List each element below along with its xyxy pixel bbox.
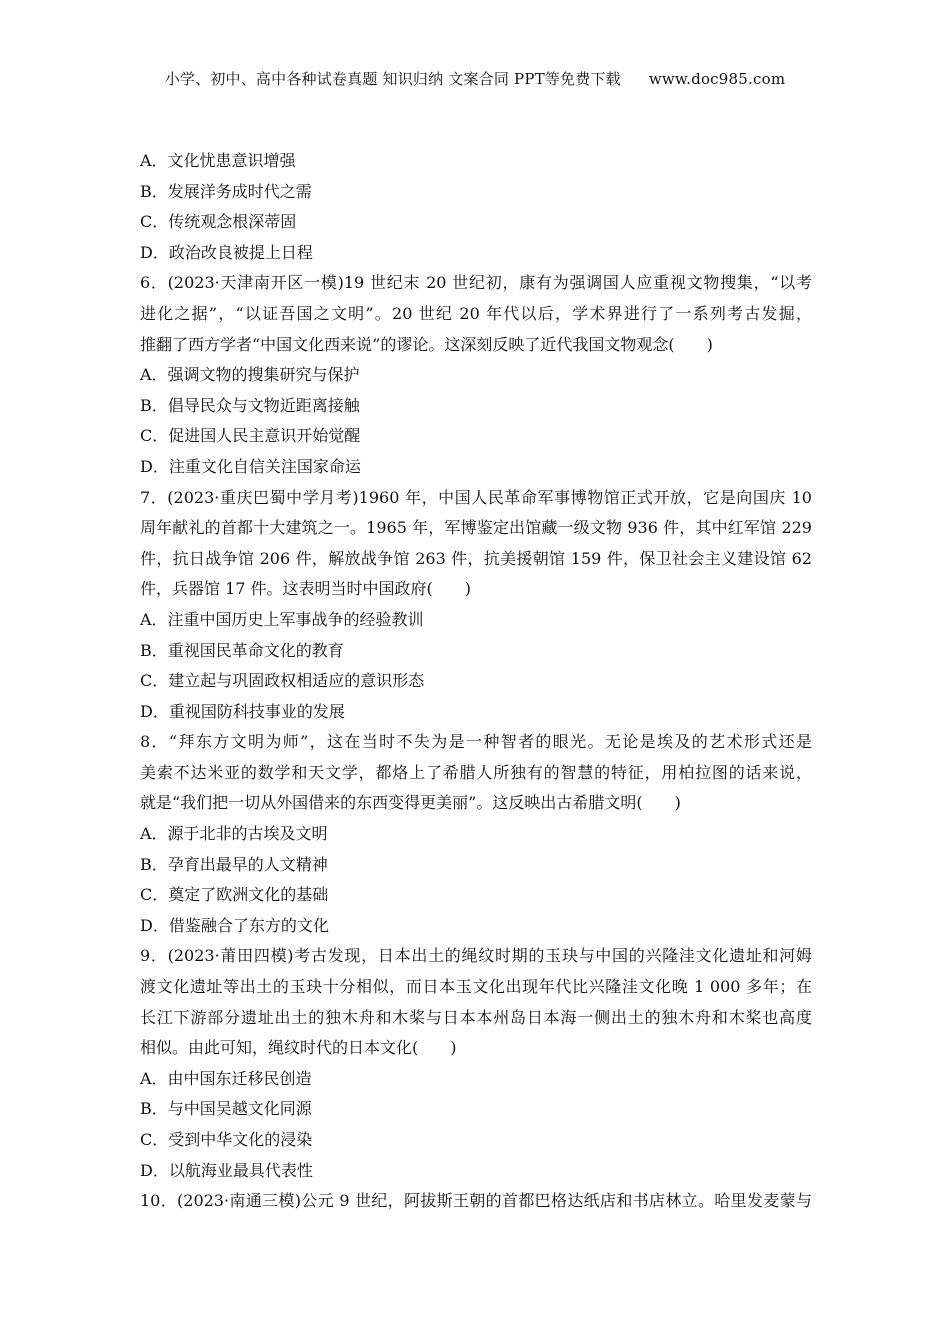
option-6b: B．倡导民众与文物近距离接触 xyxy=(140,395,360,415)
question-6-stem-line: 进化之据”，“以证吾国之文明”。20 世纪 20 年代以后，学术界进行了一系列考古发掘， xyxy=(140,303,812,323)
question-9-stem-line: 相似。由此可知，绳纹时代的日本文化( ) xyxy=(140,1038,457,1058)
question-6-stem-line: 推翻了西方学者“中国文化西来说”的谬论。这深刻反映了近代我国文物观念( ) xyxy=(140,334,713,354)
option-9a: A．由中国东迁移民创造 xyxy=(140,1068,312,1088)
question-7-stem-line: 周年献礼的首都十大建筑之一。1965 年，军博鉴定出馆藏一级文物 936 件，其中红军馆 229 xyxy=(140,518,812,538)
option-9b: B．与中国吴越文化同源 xyxy=(140,1099,312,1119)
question-7 xyxy=(140,483,812,728)
question-6 xyxy=(140,268,812,482)
header-url[interactable]: www.doc985.com xyxy=(648,70,786,88)
question-9-stem-line: 长江下游部分遗址出土的独木舟和木桨与日本本州岛日本海一侧出土的独木舟和木桨也高度 xyxy=(140,1007,812,1027)
option-8a: A．源于北非的古埃及文明 xyxy=(140,824,328,844)
option-7b: B．重视国民革命文化的教育 xyxy=(140,640,344,660)
question-6-stem-line: 6．(2023·天津南开区一模)19 世纪末 20 世纪初，康有为强调国人应重视文物搜集，“以考 xyxy=(140,273,812,293)
header-text: 小学、初中、高中各种试卷真题 知识归纳 文案合同 PPT等免费下载 xyxy=(164,70,621,88)
option-7c: C．建立起与巩固政权相适应的意识形态 xyxy=(140,671,425,691)
option-6d: D．注重文化自信关注国家命运 xyxy=(140,456,361,476)
option-8c: C．奠定了欧洲文化的基础 xyxy=(140,885,329,905)
question-10-stem-line: 10．(2023·南通三模)公元 9 世纪，阿拔斯王朝的首都巴格达纸店和书店林立。哈里发麦蒙与 xyxy=(140,1191,812,1211)
question-8-stem-line: 美索不达米亚的数学和天文学，都烙上了希腊人所独有的智慧的特征，用柏拉图的话来说， xyxy=(140,762,812,782)
question-10 xyxy=(140,1186,812,1217)
question-8-stem-line: 就是“我们把一切从外国借来的东西变得更美丽”。这反映出古希腊文明( ) xyxy=(140,793,681,813)
question-9 xyxy=(140,941,812,1186)
option-5b: B．发展洋务成时代之需 xyxy=(140,181,312,201)
option-6a: A．强调文物的搜集研究与保护 xyxy=(140,365,360,385)
option-5a: A．文化忧患意识增强 xyxy=(140,151,296,170)
page-header xyxy=(0,68,950,89)
question-9-stem-line: 9．(2023·莆田四模)考古发现，日本出土的绳纹时期的玉玦与中国的兴隆洼文化遗址和河姆 xyxy=(140,946,812,966)
question-9-stem-line: 渡文化遗址等出土的玉玦十分相似，而日本玉文化出现年代比兴隆洼文化晚 1 000 多年；在 xyxy=(140,977,812,997)
question-7-stem-line: 件，抗日战争馆 206 件，解放战争馆 263 件，抗美援朝馆 159 件，保卫社会主义建设馆 62 xyxy=(140,548,812,568)
option-7a: A．注重中国历史上军事战争的经验教训 xyxy=(140,609,424,629)
option-6c: C．促进国人民主意识开始觉醒 xyxy=(140,426,361,446)
question-5 xyxy=(140,146,812,268)
option-5d: D．政治改良被提上日程 xyxy=(140,242,313,262)
question-8 xyxy=(140,727,812,941)
question-list xyxy=(140,146,812,1217)
question-7-stem-line: 7．(2023·重庆巴蜀中学月考)1960 年，中国人民革命军事博物馆正式开放，它是向国庆 10 xyxy=(140,487,812,507)
option-8d: D．借鉴融合了东方的文化 xyxy=(140,915,329,935)
option-5c: C．传统观念根深蒂固 xyxy=(140,212,297,232)
option-9d: D．以航海业最具代表性 xyxy=(140,1160,313,1180)
question-8-stem-line: 8．“拜东方文明为师”，这在当时不失为是一种智者的眼光。无论是埃及的艺术形式还是 xyxy=(140,732,812,752)
option-9c: C．受到中华文化的浸染 xyxy=(140,1130,313,1149)
question-7-stem-line: 件，兵器馆 17 件。这表明当时中国政府( ) xyxy=(140,579,472,599)
option-7d: D．重视国防科技事业的发展 xyxy=(140,701,345,721)
option-8b: B．孕育出最早的人文精神 xyxy=(140,854,328,874)
